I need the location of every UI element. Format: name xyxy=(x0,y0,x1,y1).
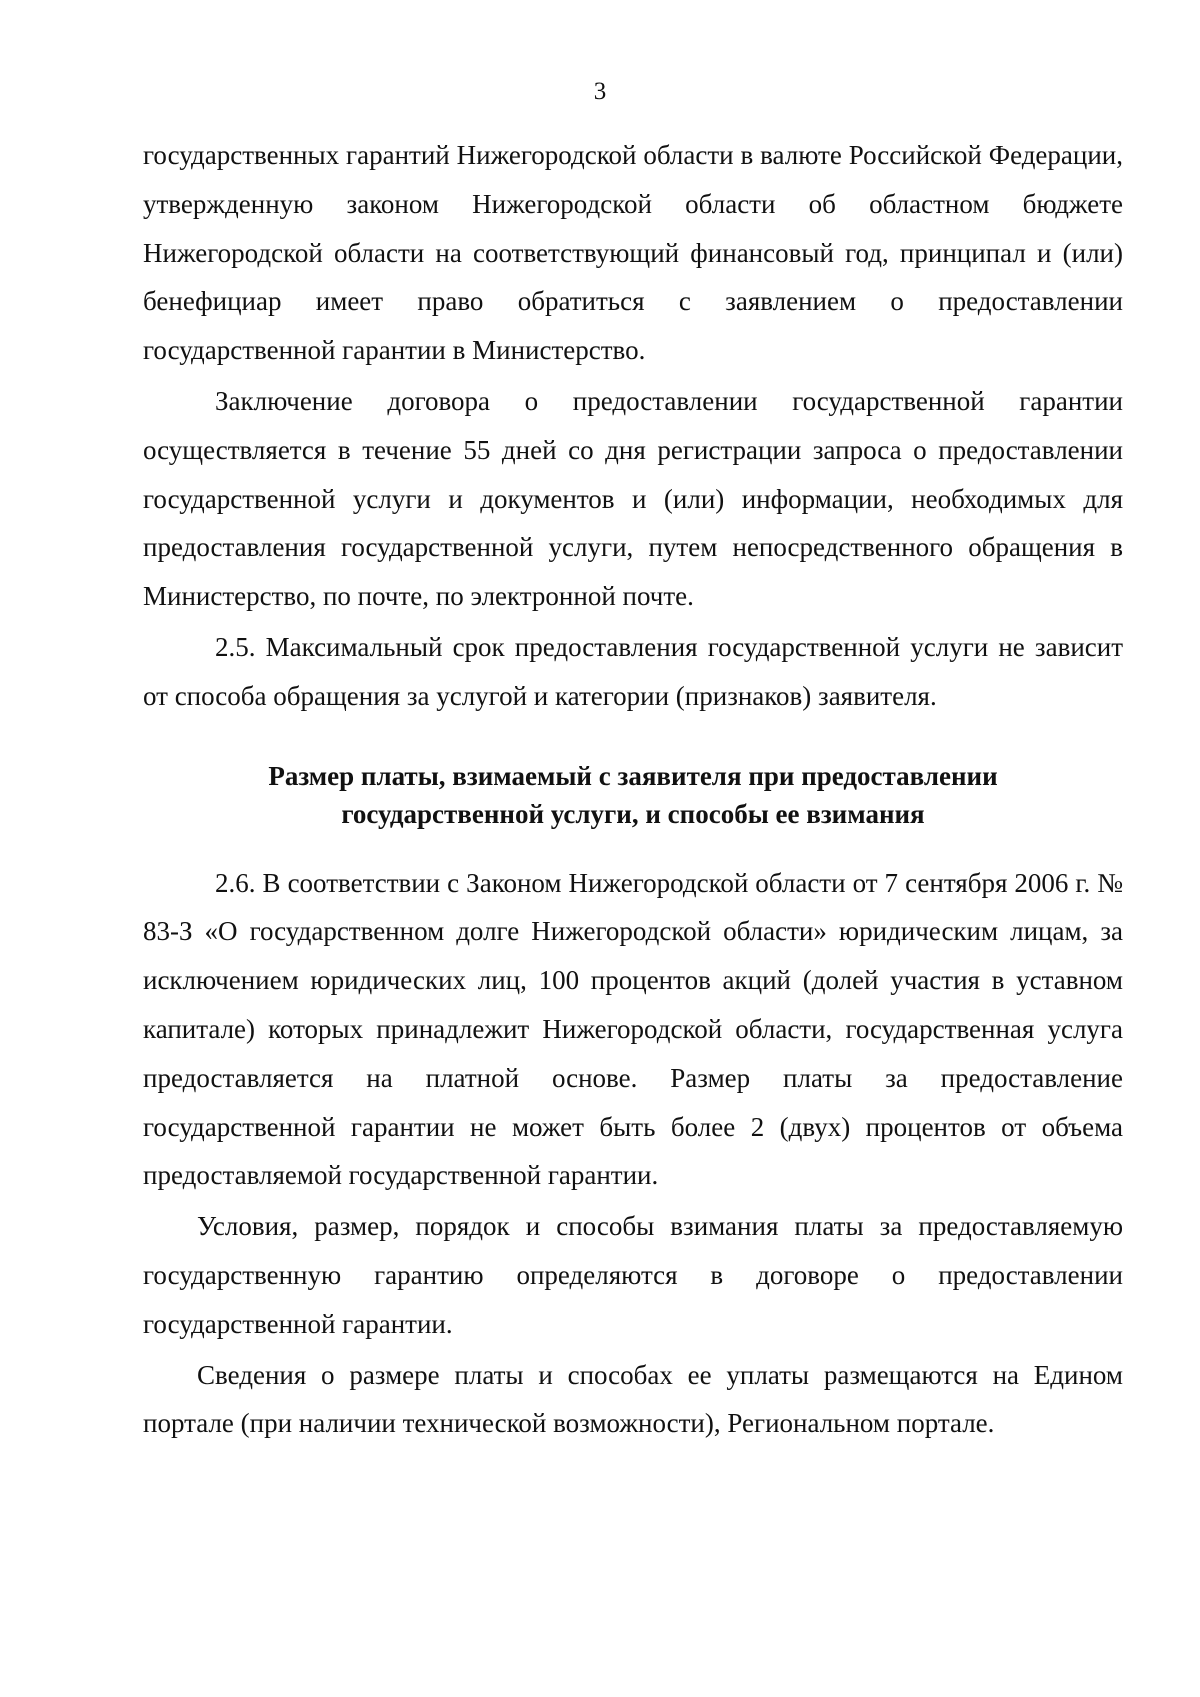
section-heading-line-2: государственной услуги, и способы ее взимания xyxy=(341,798,925,829)
paragraph-continuation: государственных гарантий Нижегородской области в валюте Российской Федерации, утвержденную законом Нижегородской области об областном бюджете Нижегородской области на соответствующий финансовый год, принципал и (или) бенефициар имеет право обратиться с заявлением о предоставлении государственной гарантии в Министерство. xyxy=(143,140,1123,366)
paragraph-2-5: 2.5. Максимальный срок предоставления государственной услуги не зависит от способа обращения за услугой и категории (признаков) заявителя. xyxy=(143,631,1123,711)
page-number: 3 xyxy=(593,78,607,105)
section-heading xyxy=(143,757,1123,833)
paragraph-2-6: 2.6. В соответствии с Законом Нижегородской области от 7 сентября 2006 г. № 83-З «О государственном долге Нижегородской области» юридическим лицам, за исключением юридических лиц, 100 процентов акций (долей участия в уставном капитале) которых принадлежит Нижегородской области, государственная услуга предоставляется на платной основе. Размер платы за предоставление государственной гарантии не может быть более 2 (двух) процентов от объема предоставляемой государственной гарантии. xyxy=(143,867,1123,1191)
document-body xyxy=(143,131,1123,1448)
paragraph-payment-conditions: Условия, размер, порядок и способы взимания платы за предоставляемую государственную гарантию определяются в договоре о предоставлении государственной гарантии. xyxy=(143,1211,1123,1339)
paragraph-payment-info: Сведения о размере платы и способах ее уплаты размещаются на Едином портале (при наличии технической возможности), Региональном портале. xyxy=(143,1359,1123,1439)
section-heading-line-1: Размер платы, взимаемый с заявителя при предоставлении xyxy=(268,760,998,791)
paragraph-contract-conclusion: Заключение договора о предоставлении государственной гарантии осуществляется в течение 55 дней со дня регистрации запроса о предоставлении государственной услуги и документов и (или) информации, необходимых для предоставления государственной услуги, путем непосредственного обращения в Министерство, по почте, по электронной почте. xyxy=(143,385,1123,612)
